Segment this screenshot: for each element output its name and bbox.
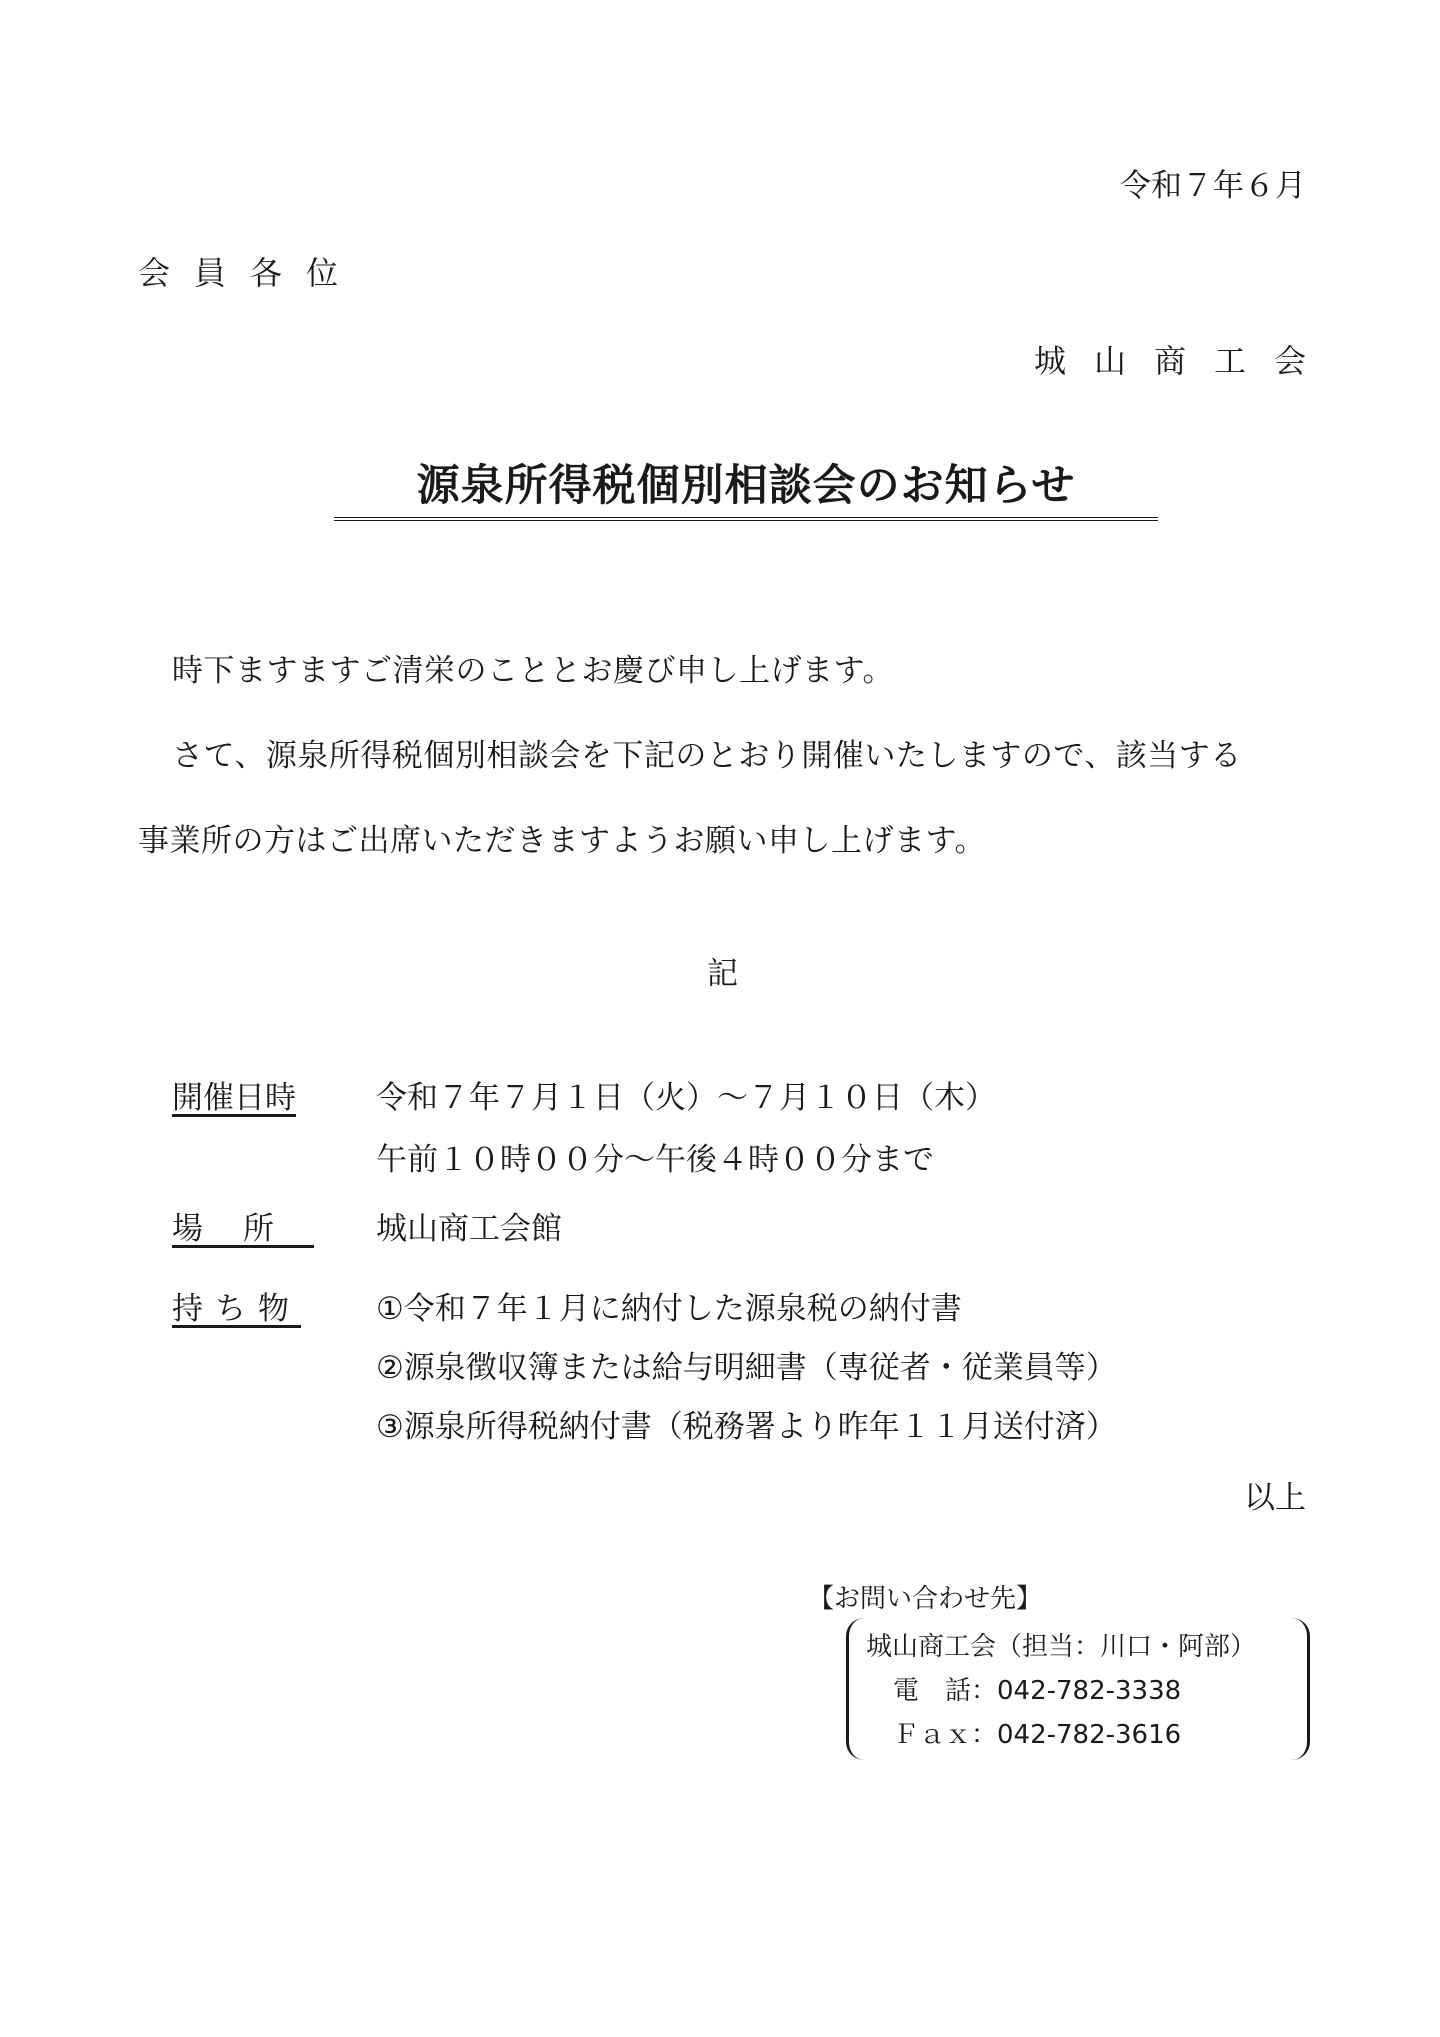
place-label: 場所 [172, 1211, 314, 1247]
body-line-2: さて、源泉所得税個別相談会を下記のとおり開催いたしますので、該当する [172, 738, 1242, 774]
date-label: 開催日時 [172, 1080, 296, 1116]
contact-org: 城山商工会（担当：川口・阿部） [866, 1632, 1257, 1662]
title-block [334, 455, 1158, 521]
document-title: 源泉所得税個別相談会のお知らせ [416, 461, 1076, 511]
contact-fax: Ｆａｘ：042-782-3616 [893, 1720, 1182, 1750]
item-1: ①令和７年１月に納付した源泉税の納付書 [376, 1291, 962, 1327]
date-value-2: 午前１０時００分～午後４時００分まで [376, 1142, 934, 1178]
contact-tel: 電 話：042-782-3338 [893, 1676, 1182, 1706]
place-value: 城山商工会館 [376, 1211, 562, 1247]
item-2: ②源泉徴収簿または給与明細書（専従者・従業員等） [376, 1350, 1117, 1386]
ki-heading: 記 [707, 956, 738, 992]
body-line-3: 事業所の方はご出席いただきますようお願い申し上げます。 [138, 823, 987, 859]
items-label: 持ち物 [172, 1291, 301, 1327]
recipient: 会員各位 [138, 254, 363, 292]
greeting-line: 時下ますますご清栄のこととお慶び申し上げます。 [172, 653, 895, 689]
sender: 城山商工会 [1033, 342, 1334, 380]
contact-heading: 【お問い合わせ先】 [808, 1584, 1043, 1614]
item-3: ③源泉所得税納付書（税務署より昨年１１月送付済） [376, 1409, 1117, 1445]
closing: 以上 [1244, 1480, 1306, 1516]
document-date: 令和７年６月 [1120, 168, 1306, 204]
date-value-1: 令和７年７月１日（火）～７月１０日（木） [376, 1080, 996, 1116]
